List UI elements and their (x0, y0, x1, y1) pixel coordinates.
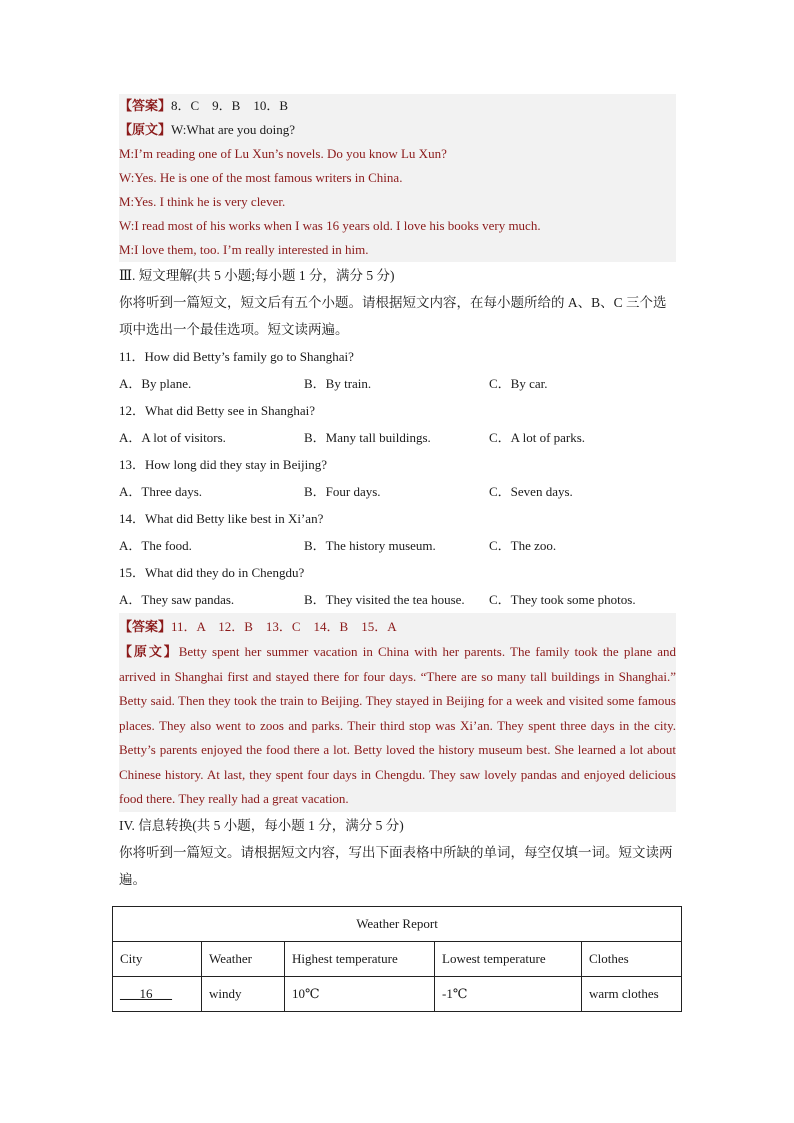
answer-block-1 (119, 94, 676, 262)
table-row (113, 977, 682, 1012)
header-cell: Clothes (582, 942, 682, 977)
question-15 (119, 559, 676, 613)
table-title-row (113, 907, 682, 942)
question-text: 11．How did Betty’s family go to Shanghai? (119, 349, 354, 364)
table-cell: warm clothes (582, 977, 682, 1012)
option-c: C．A lot of parks. (489, 430, 586, 445)
header-cell: Lowest temperature (435, 942, 582, 977)
section-3-heading: Ⅲ. 短文理解(共 5 小题;每小题 1 分，满分 5 分) (119, 268, 395, 283)
script-tag: 【原文】 (119, 122, 172, 137)
script-paragraph (119, 640, 676, 812)
section-4-instruction: 你将听到一篇短文。请根据短文内容，写出下面表格中所缺的单词，每空仅填一词。短文读两遍。 (119, 844, 673, 887)
document-page (119, 94, 676, 893)
answer-line-1 (119, 94, 676, 118)
question-13 (119, 451, 676, 505)
option-c: C．The zoo. (489, 538, 557, 553)
weather-report-table (112, 906, 682, 1012)
section-4-heading: IV. 信息转换(共 5 小题，每小题 1 分，满分 5 分) (119, 817, 404, 833)
option-b: B．By train. (304, 376, 372, 391)
section-3-instruction: 你将听到一篇短文，短文后有五个小题。请根据短文内容，在每小题所给的 A、B、C 三个选项中选出一个最佳选项。短文读两遍。 (119, 295, 667, 337)
answer-tag: 【答案】 (119, 98, 172, 113)
answer-text: 11．A 12．B 13．C 14．B 15．A (171, 619, 397, 634)
script-line-1 (119, 118, 676, 142)
options-row (119, 424, 676, 451)
table-header-row (113, 942, 682, 977)
option-b: B．Four days. (304, 484, 381, 499)
header-cell: Weather (202, 942, 285, 977)
option-b: B．Many tall buildings. (304, 430, 431, 445)
script-line-4: M:Yes. I think he is very clever. (119, 194, 286, 209)
table-cell: -1℃ (435, 977, 582, 1012)
answer-line-2 (119, 613, 676, 640)
option-a: A．Three days. (119, 484, 203, 499)
option-b: B．They visited the tea house. (304, 592, 465, 607)
option-c: C．By car. (489, 376, 548, 391)
table-title: Weather Report (113, 907, 682, 942)
script-line: W:What are you doing? (171, 122, 296, 137)
question-text: 15．What did they do in Chengdu? (119, 565, 305, 580)
question-text: 12．What did Betty see in Shanghai? (119, 403, 316, 418)
answer-text: 8．C 9．B 10．B (171, 98, 289, 113)
option-c: C．Seven days. (489, 484, 573, 499)
option-c: C．They took some photos. (489, 592, 636, 607)
question-12 (119, 397, 676, 451)
table-cell: windy (202, 977, 285, 1012)
option-a: A．By plane. (119, 376, 192, 391)
script-text: Betty spent her summer vacation in China with her parents. The family took the plane and arrived in Shanghai first and stayed there for four days. “There are so many tall buildings in Shanghai.” Betty said. Then they took the train to Beijing. They stayed in Beijing for a week and visited some famous places. They also went to zoos and parks. Their third stop was Xi’an. They spent three days in the city. Betty’s parents enjoyed the food there a lot. Betty loved the history museum best. She learned a lot about Chinese history. At last, they spent four days in Chengdu. They saw lovely pandas and enjoyed delicious food there. They really had a great vacation. (119, 644, 676, 806)
option-a: A．A lot of visitors. (119, 430, 226, 445)
script-tag: 【原文】 (119, 644, 179, 659)
option-b: B．The history museum. (304, 538, 436, 553)
option-a: A．The food. (119, 538, 192, 553)
script-line-5: W:I read most of his works when I was 16 years old. I love his books very much. (119, 218, 541, 233)
question-14 (119, 505, 676, 559)
question-text: 14．What did Betty like best in Xi’an? (119, 511, 324, 526)
header-cell: City (113, 942, 202, 977)
options-row (119, 586, 676, 613)
script-line-3: W:Yes. He is one of the most famous writers in China. (119, 170, 403, 185)
question-11 (119, 343, 676, 397)
blank-16: ___16___ (113, 977, 202, 1012)
question-text: 13．How long did they stay in Beijing? (119, 457, 327, 472)
script-line-2: M:I’m reading one of Lu Xun’s novels. Do you know Lu Xun? (119, 146, 447, 161)
option-a: A．They saw pandas. (119, 592, 235, 607)
answer-block-2 (119, 613, 676, 812)
script-line-6: M:I love them, too. I’m really interested in him. (119, 242, 369, 257)
options-row (119, 478, 676, 505)
header-cell: Highest temperature (285, 942, 435, 977)
table-cell: 10℃ (285, 977, 435, 1012)
options-row (119, 370, 676, 397)
answer-tag: 【答案】 (119, 619, 172, 634)
options-row (119, 532, 676, 559)
